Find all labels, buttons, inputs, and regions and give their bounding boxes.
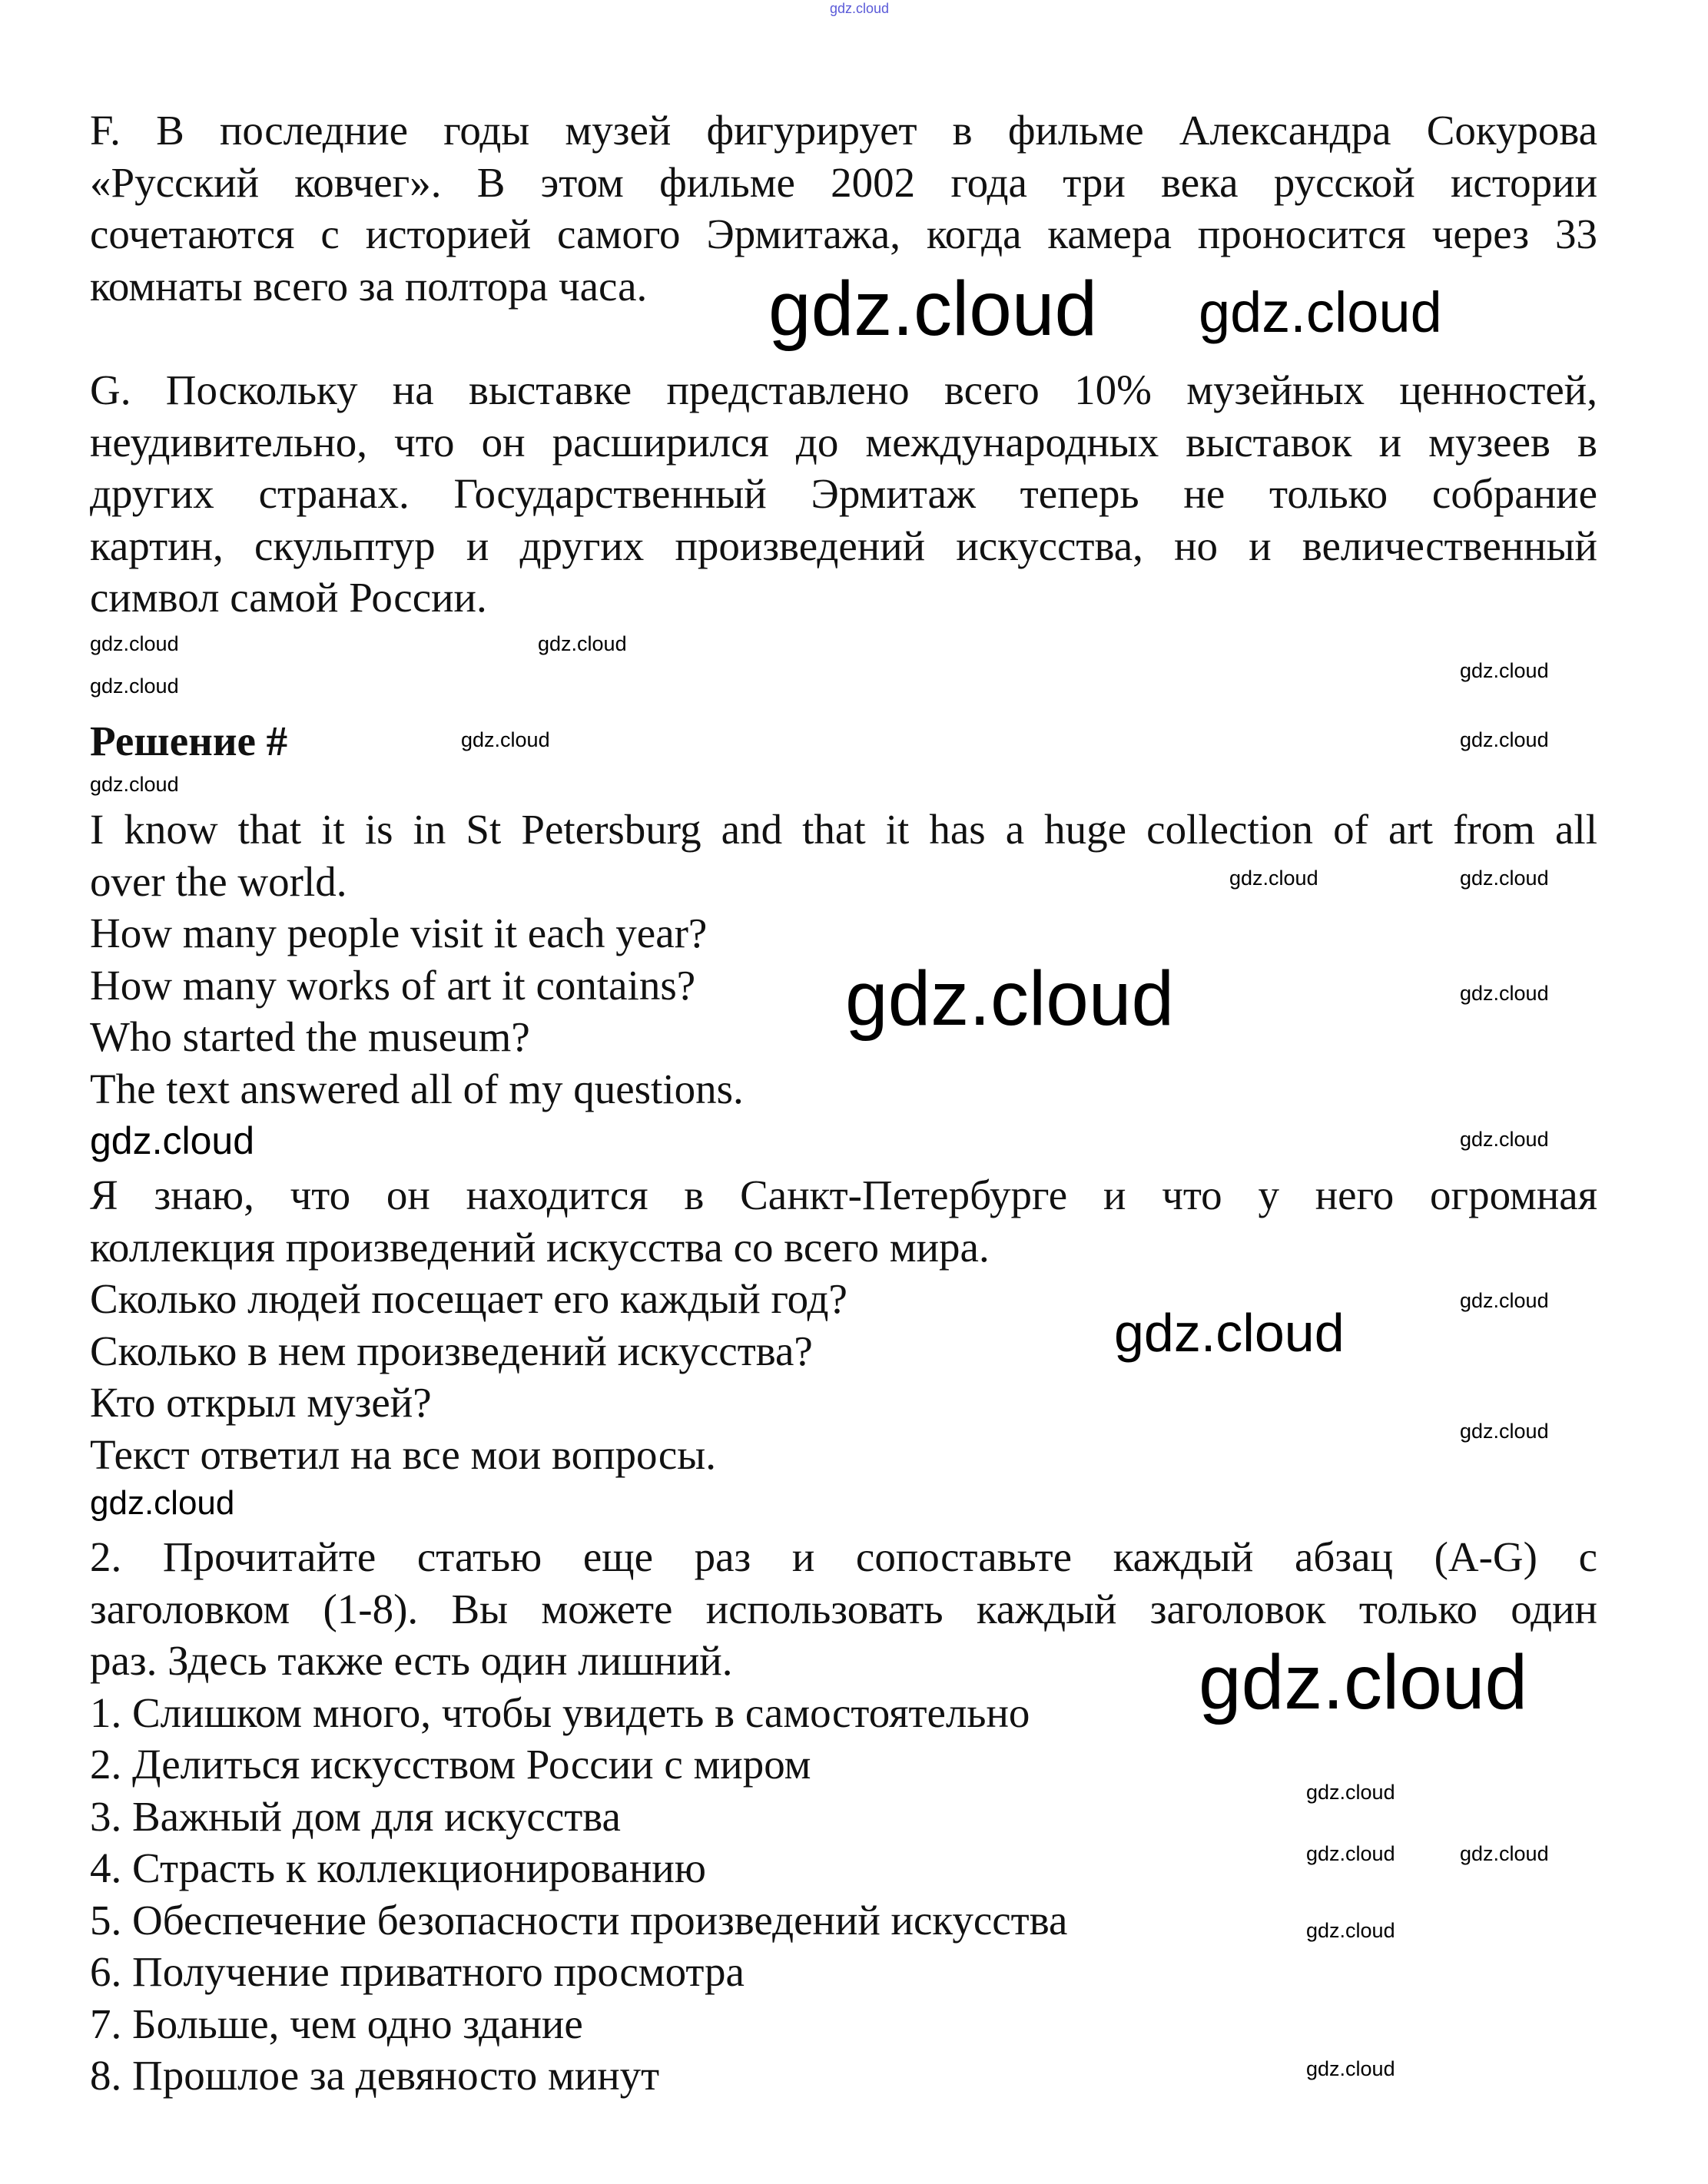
- text-line: How many works of art it contains?: [90, 961, 696, 1009]
- answer-russian: [90, 1169, 1597, 1480]
- watermark: gdz.cloud: [1460, 982, 1549, 1005]
- paragraph-g: [90, 364, 1597, 624]
- watermark-large: gdz.cloud: [90, 1119, 255, 1162]
- watermark: gdz.cloud: [1460, 1420, 1549, 1443]
- text-line: Who started the museum?: [90, 1013, 530, 1060]
- heading-item: 4. Страсть к коллекционированию: [90, 1844, 706, 1891]
- answer-english: [90, 804, 1597, 1115]
- text-line: других странах. Государственный Эрмитаж теперь не только собрание: [90, 470, 1597, 517]
- heading-item: 2. Делиться искусством России с миром: [90, 1741, 811, 1788]
- task-2: [90, 1531, 1597, 2102]
- watermark: gdz.cloud: [90, 674, 179, 698]
- text-line: Сколько людей посещает его каждый год?: [90, 1275, 847, 1322]
- text-line: The text answered all of my questions.: [90, 1065, 744, 1112]
- heading-item: 8. Прошлое за девяносто минут: [90, 2052, 660, 2099]
- solution-heading: Решение #: [90, 718, 288, 764]
- watermark: gdz.cloud: [1460, 1289, 1549, 1312]
- text-line: неудивительно, что он расширился до международных выставок и музеев в: [90, 418, 1597, 466]
- text-line: 2. Прочитайте статью еще раз и сопоставьте каждый абзац (A-G) с: [90, 1533, 1597, 1580]
- text-line: символ самой России.: [90, 574, 487, 621]
- text-line: I know that it is in St Petersburg and that it has a huge collection of art from all: [90, 806, 1597, 853]
- watermark: gdz.cloud: [1306, 2057, 1395, 2080]
- watermark-top: gdz.cloud: [830, 1, 890, 16]
- text-line: G. Поскольку на выставке представлено всего 10% музейных ценностей,: [90, 366, 1597, 413]
- text-line: картин, скульптур и других произведений искусства, но и величественный: [90, 522, 1597, 569]
- text-line: Я знаю, что он находится в Санкт-Петербурге и что у него огромная: [90, 1172, 1597, 1218]
- text-line: over the world.: [90, 857, 347, 905]
- watermark: gdz.cloud: [1306, 1842, 1395, 1865]
- watermark-large: gdz.cloud: [1199, 280, 1442, 344]
- watermark: gdz.cloud: [1306, 1919, 1395, 1942]
- heading-item: 3. Важный дом для искусства: [90, 1792, 621, 1840]
- text-line: How many people visit it each year?: [90, 910, 708, 956]
- watermark-large: gdz.cloud: [768, 266, 1098, 352]
- watermark: gdz.cloud: [1460, 728, 1549, 751]
- text-line: комнаты всего за полтора часа.: [90, 262, 648, 310]
- text-line: Текст ответил на все мои вопросы.: [90, 1430, 716, 1478]
- heading-item: 7. Больше, чем одно здание: [90, 2000, 583, 2047]
- heading-item: 1. Слишком много, чтобы увидеть в самостоятельно: [90, 1689, 1030, 1736]
- watermark: gdz.cloud: [538, 632, 627, 655]
- heading-item: 6. Получение приватного просмотра: [90, 1948, 745, 1995]
- text-line: коллекция произведений искусства со всего мира.: [90, 1223, 990, 1271]
- text-line: F. В последние годы музей фигурирует в фильме Александра Сокурова: [90, 107, 1597, 154]
- watermark: gdz.cloud: [1460, 867, 1549, 890]
- text-line: Кто открыл музей?: [90, 1379, 432, 1426]
- heading-item: 5. Обеспечение безопасности произведений искусства: [90, 1896, 1068, 1944]
- watermark: gdz.cloud: [1229, 867, 1318, 890]
- text-line: сочетаются с историей самого Эрмитажа, когда камера проносится через 33: [90, 210, 1597, 257]
- watermark-large: gdz.cloud: [1199, 1639, 1528, 1725]
- text-line: раз. Здесь также есть один лишний.: [90, 1637, 733, 1684]
- watermark-large: gdz.cloud: [90, 1484, 235, 1522]
- text-line: Сколько в нем произведений искусства?: [90, 1327, 813, 1374]
- watermark: gdz.cloud: [90, 773, 179, 796]
- text-line: заголовком (1-8). Вы можете использовать каждый заголовок только один: [90, 1585, 1597, 1632]
- watermark: gdz.cloud: [1460, 1128, 1549, 1151]
- watermark: gdz.cloud: [1460, 1842, 1549, 1865]
- watermark-large: gdz.cloud: [845, 956, 1175, 1042]
- watermark-large: gdz.cloud: [1114, 1303, 1345, 1363]
- watermark: gdz.cloud: [461, 728, 550, 751]
- watermark: gdz.cloud: [1306, 1781, 1395, 1804]
- watermark: gdz.cloud: [90, 632, 179, 655]
- watermark: gdz.cloud: [1460, 659, 1549, 682]
- text-line: «Русский ковчег». В этом фильме 2002 года три века русской истории: [90, 158, 1597, 206]
